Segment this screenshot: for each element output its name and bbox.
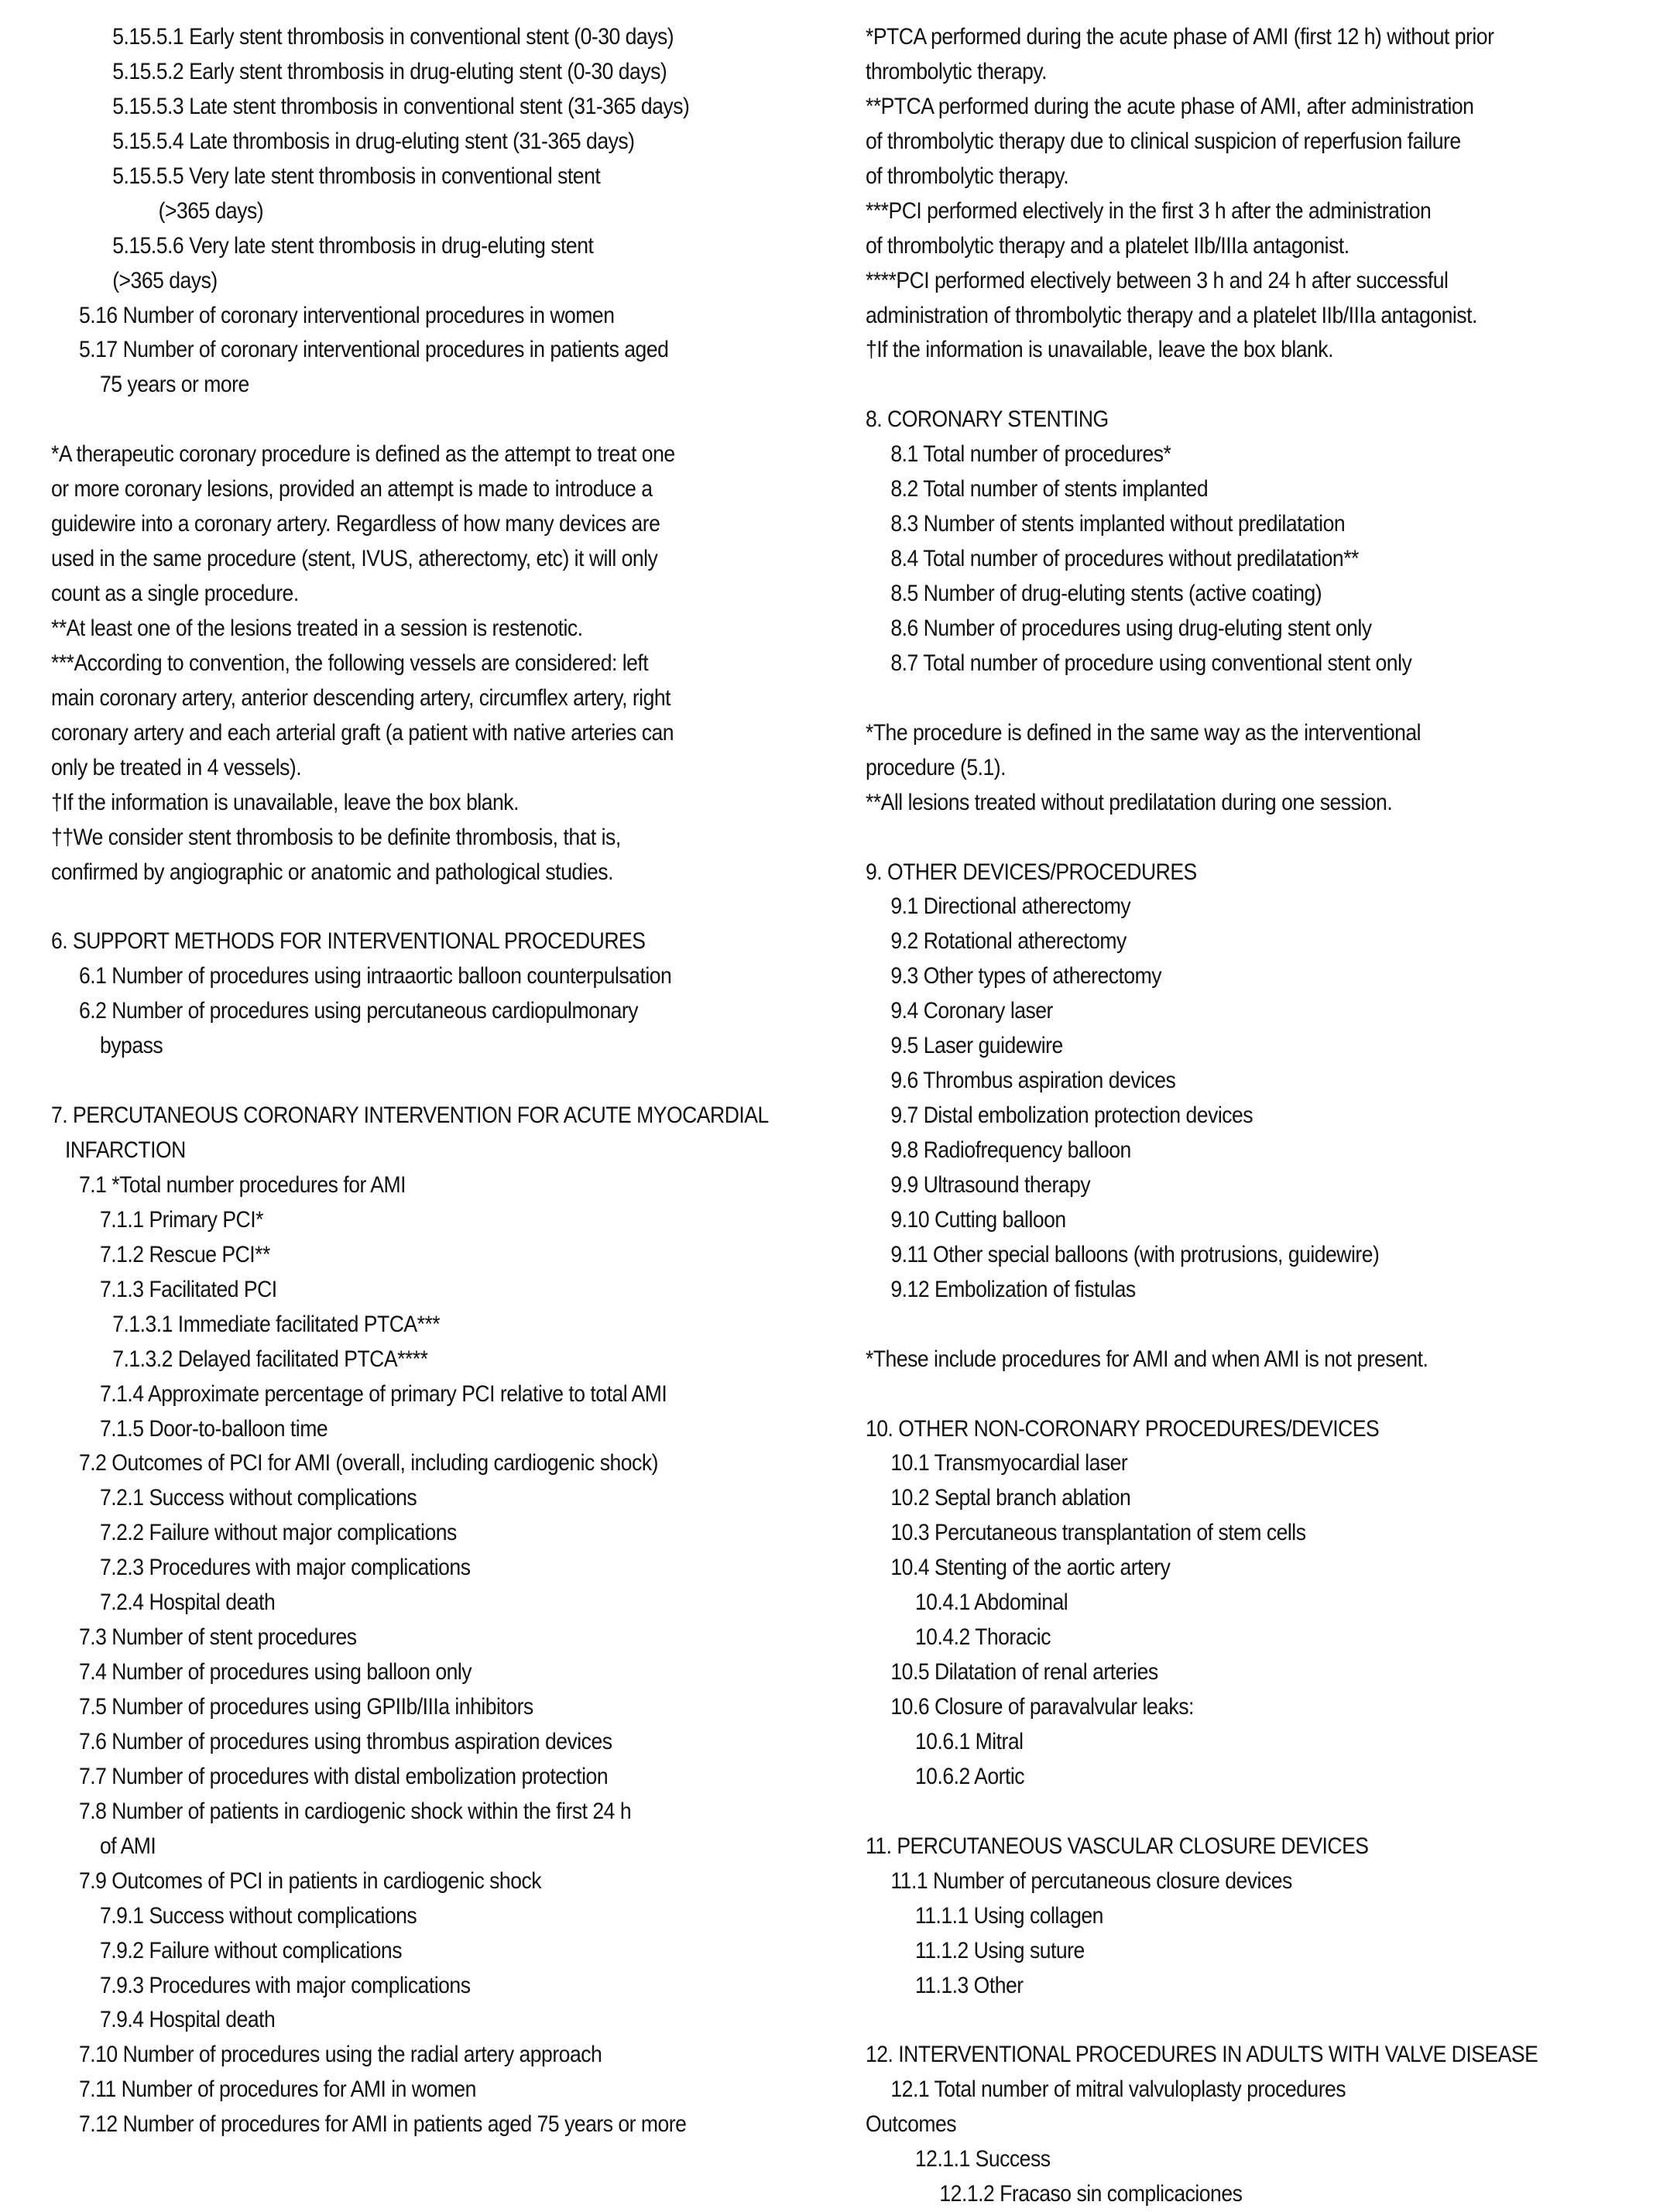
document-line: guidewire into a coronary artery. Regardless of how many devices are [51, 511, 660, 537]
document-line: 5.15.5.6 Very late stent thrombosis in drug-eluting stent [112, 232, 594, 259]
document-line: 10.6 Closure of paravalvular leaks: [890, 1694, 1194, 1720]
document-line: 7.9 Outcomes of PCI in patients in cardiogenic shock [79, 1867, 542, 1894]
document-line: 5.15.5.2 Early stent thrombosis in drug-eluting stent (0-30 days) [112, 58, 667, 84]
document-line: 5.16 Number of coronary interventional procedures in women [79, 302, 615, 328]
document-line: 7.1.3 Facilitated PCI [100, 1276, 277, 1302]
document-line: 12.1 Total number of mitral valvuloplasty procedures [890, 2077, 1346, 2103]
document-line: 8. CORONARY STENTING [866, 406, 1109, 433]
document-line: 8.5 Number of drug-eluting stents (active coating) [890, 581, 1322, 606]
paragraph-spacer [866, 821, 1576, 856]
paragraph-spacer [51, 1064, 755, 1099]
document-line: 10.6.1 Mitral [914, 1728, 1024, 1754]
document-line: 8.4 Total number of procedures without predilatation** [890, 546, 1359, 572]
document-line: 12. INTERVENTIONAL PROCEDURES IN ADULTS WITH VALVE DISEASE [866, 2042, 1538, 2068]
document-line: **All lesions treated without predilatation during one session. [866, 789, 1393, 815]
document-line: 7.9.2 Failure without complications [100, 1937, 402, 1963]
document-line: 11.1 Number of percutaneous closure devices [890, 1867, 1292, 1894]
document-line: count as a single procedure. [51, 581, 299, 606]
document-line: 7.6 Number of procedures using thrombus aspiration devices [79, 1728, 612, 1754]
document-line: 7.1.2 Rescue PCI** [100, 1241, 270, 1267]
document-line: 9. OTHER DEVICES/PROCEDURES [866, 859, 1197, 885]
document-line: 9.10 Cutting balloon [890, 1206, 1066, 1233]
paragraph-spacer [51, 403, 755, 437]
document-line: 7.2.2 Failure without major complications [100, 1520, 457, 1546]
document-line: only be treated in 4 vessels). [51, 754, 302, 780]
document-line: 7.9.1 Success without complications [100, 1902, 417, 1929]
document-line: used in the same procedure (stent, IVUS, atherectomy, etc) it will only [51, 546, 658, 572]
document-line: (>365 days) [158, 197, 264, 224]
document-line: 10.3 Percutaneous transplantation of stem cells [890, 1520, 1306, 1546]
document-line: 7.2.1 Success without complications [100, 1485, 417, 1511]
document-line: 9.3 Other types of atherectomy [890, 963, 1162, 989]
document-line: main coronary artery, anterior descending artery, circumflex artery, right [51, 684, 671, 711]
document-line: 7.9.3 Procedures with major complications [100, 1972, 471, 1998]
document-line: thrombolytic therapy. [866, 58, 1048, 84]
document-line: 8.7 Total number of procedure using conventional stent only [890, 650, 1412, 676]
document-line: 7.1.5 Door-to-balloon time [100, 1415, 328, 1442]
document-line: 8.6 Number of procedures using drug-eluting stent only [890, 615, 1372, 641]
document-line: 10.6.2 Aortic [914, 1763, 1025, 1789]
document-line: ***According to convention, the following vessels are considered: left [51, 650, 649, 676]
document-line: 11.1.3 Other [914, 1972, 1024, 1998]
document-line: **PTCA performed during the acute phase of AMI, after administration [866, 93, 1474, 119]
document-line: 7.1 *Total number procedures for AMI [79, 1171, 406, 1198]
document-line: 9.2 Rotational atherectomy [890, 928, 1127, 955]
document-line: of thrombolytic therapy due to clinical suspicion of reperfusion failure [866, 128, 1461, 154]
document-line: 8.2 Total number of stents implanted [890, 476, 1209, 502]
document-line: 5.15.5.5 Very late stent thrombosis in conventional stent [112, 163, 601, 189]
document-line: *These include procedures for AMI and when AMI is not present. [866, 1346, 1428, 1372]
document-line: 5.15.5.3 Late stent thrombosis in conventional stent (31-365 days) [112, 93, 690, 119]
document-line: bypass [100, 1033, 163, 1059]
document-line: 11. PERCUTANEOUS VASCULAR CLOSURE DEVICES [866, 1833, 1369, 1859]
paragraph-spacer [866, 1377, 1576, 1412]
document-line: 12.1.1 Success [914, 2146, 1051, 2173]
document-line: 7.9.4 Hospital death [100, 2007, 276, 2033]
document-line: 7.2.3 Procedures with major complications [100, 1555, 471, 1581]
document-line: *A therapeutic coronary procedure is defined as the attempt to treat one [51, 441, 675, 468]
document-line: 8.1 Total number of procedures* [890, 441, 1171, 468]
document-line: INFARCTION [65, 1137, 186, 1163]
document-line: 5.15.5.4 Late thrombosis in drug-eluting stent (31-365 days) [112, 128, 635, 154]
document-line: 7.12 Number of procedures for AMI in patients aged 75 years or more [79, 2111, 687, 2138]
document-line: of thrombolytic therapy. [866, 163, 1069, 189]
document-line: 11.1.2 Using suture [914, 1937, 1085, 1963]
document-line: 10.5 Dilatation of renal arteries [890, 1659, 1158, 1686]
document-line: 7.1.1 Primary PCI* [100, 1206, 263, 1233]
document-line: 10. OTHER NON-CORONARY PROCEDURES/DEVICES [866, 1415, 1380, 1442]
paragraph-spacer [866, 2003, 1576, 2038]
document-line: ††We consider stent thrombosis to be definite thrombosis, that is, [51, 824, 621, 850]
document-line: 7.4 Number of procedures using balloon only [79, 1659, 472, 1686]
document-line: administration of thrombolytic therapy and a platelet IIb/IIIa antagonist. [866, 302, 1477, 328]
paragraph-spacer [866, 1308, 1576, 1343]
document-line: coronary artery and each arterial graft (a patient with native arteries can [51, 719, 674, 746]
document-line: 6.2 Number of procedures using percutaneous cardiopulmonary [79, 998, 639, 1024]
document-line: 10.4 Stenting of the aortic artery [890, 1555, 1171, 1581]
document-line: 9.6 Thrombus aspiration devices [890, 1068, 1176, 1094]
document-line: 7.7 Number of procedures with distal embolization protection [79, 1763, 609, 1789]
document-line: **At least one of the lesions treated in a session is restenotic. [51, 615, 583, 641]
document-line: 9.9 Ultrasound therapy [890, 1171, 1091, 1198]
document-line: ***PCI performed electively in the first 3 h after the administration [866, 197, 1432, 224]
document-line: 11.1.1 Using collagen [914, 1902, 1103, 1929]
document-line: 7.1.4 Approximate percentage of primary PCI relative to total AMI [100, 1380, 667, 1407]
document-line: †If the information is unavailable, leave the box blank. [51, 789, 519, 815]
document-line: confirmed by angiographic or anatomic and pathological studies. [51, 859, 613, 885]
document-line: *PTCA performed during the acute phase of AMI (first 12 h) without prior [866, 24, 1494, 50]
document-line: 9.5 Laser guidewire [890, 1033, 1063, 1059]
document-line: of AMI [100, 1833, 156, 1859]
document-line: 7.8 Number of patients in cardiogenic shock within the first 24 h [79, 1798, 632, 1824]
document-line: (>365 days) [112, 267, 218, 293]
document-line: 9.1 Directional atherectomy [890, 893, 1131, 920]
document-line: Outcomes [866, 2111, 957, 2138]
right-column [866, 20, 1655, 2212]
document-line: 5.17 Number of coronary interventional procedures in patients aged [79, 337, 669, 363]
document-line: 10.4.2 Thoracic [914, 1624, 1051, 1651]
document-line: 7.3 Number of stent procedures [79, 1624, 357, 1651]
document-line: ****PCI performed electively between 3 h and 24 h after successful [866, 267, 1449, 293]
left-column [51, 20, 833, 2142]
document-line: 6.1 Number of procedures using intraaortic balloon counterpulsation [79, 963, 672, 989]
document-line: 5.15.5.1 Early stent thrombosis in conventional stent (0-30 days) [112, 24, 674, 50]
document-line: procedure (5.1). [866, 754, 1006, 780]
document-line: of thrombolytic therapy and a platelet IIb/IIIa antagonist. [866, 232, 1349, 259]
document-line: 6. SUPPORT METHODS FOR INTERVENTIONAL PROCEDURES [51, 928, 646, 955]
document-line: 75 years or more [100, 372, 249, 398]
document-line: 7.5 Number of procedures using GPIIb/IIIa inhibitors [79, 1694, 533, 1720]
paragraph-spacer [866, 681, 1576, 716]
paragraph-spacer [866, 368, 1576, 403]
document-line: 7. PERCUTANEOUS CORONARY INTERVENTION FOR ACUTE MYOCARDIAL [51, 1103, 769, 1129]
document-line: 12.1.2 Fracaso sin complicaciones [939, 2181, 1243, 2207]
paragraph-spacer [866, 1795, 1576, 1830]
document-line: 10.1 Transmyocardial laser [890, 1450, 1128, 1476]
paragraph-spacer [51, 890, 755, 924]
document-line: 9.4 Coronary laser [890, 998, 1053, 1024]
document-line: 9.12 Embolization of fistulas [890, 1276, 1136, 1302]
document-line: 7.11 Number of procedures for AMI in women [79, 2077, 476, 2103]
document-line: 9.11 Other special balloons (with protrusions, guidewire) [890, 1241, 1380, 1267]
document-line: 9.7 Distal embolization protection devices [890, 1103, 1253, 1129]
document-line: 7.1.3.1 Immediate facilitated PTCA*** [112, 1311, 441, 1337]
document-line: 8.3 Number of stents implanted without predilatation [890, 511, 1346, 537]
document-line: 10.2 Septal branch ablation [890, 1485, 1131, 1511]
document-line: 7.2.4 Hospital death [100, 1590, 276, 1616]
document-line: 7.2 Outcomes of PCI for AMI (overall, including cardiogenic shock) [79, 1450, 658, 1476]
document-line: 7.1.3.2 Delayed facilitated PTCA**** [112, 1346, 428, 1372]
document-line: †If the information is unavailable, leave the box blank. [866, 337, 1333, 363]
document-line: 7.10 Number of procedures using the radial artery approach [79, 2042, 602, 2068]
document-line: 10.4.1 Abdominal [914, 1590, 1068, 1616]
document-line: 9.8 Radiofrequency balloon [890, 1137, 1131, 1163]
document-line: or more coronary lesions, provided an attempt is made to introduce a [51, 476, 653, 502]
document-line: *The procedure is defined in the same way as the interventional [866, 719, 1422, 746]
